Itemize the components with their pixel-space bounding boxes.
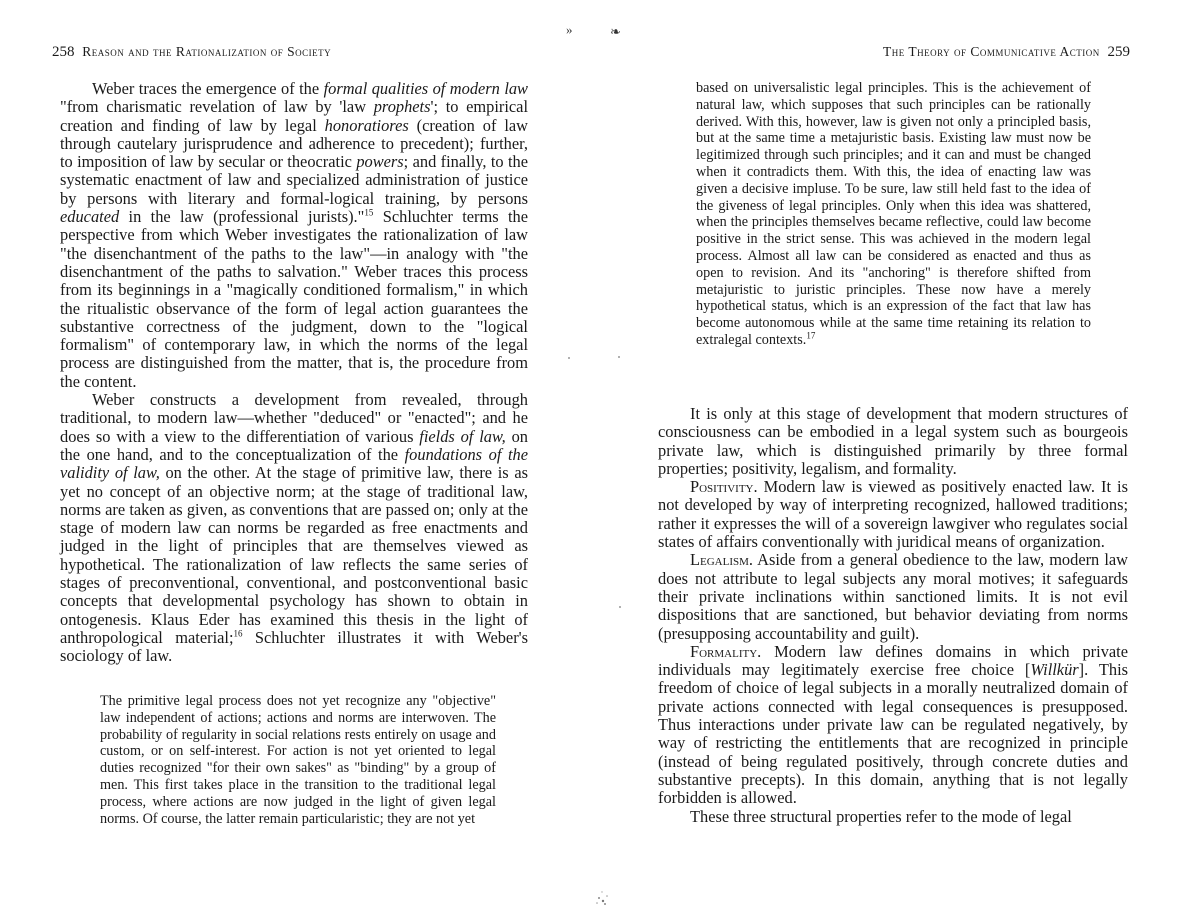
right-block-quote	[696, 80, 1091, 349]
gutter-mark-ornament: ❧	[610, 24, 621, 39]
right-page-body	[658, 405, 1128, 826]
right-paragraph-formality: Formality. Modern law defines domains in which private individuals may legitimately exercise free choice [Willkür]. This freedom of choice of legal subjects in a morally neutralized domain of private actions connected with legal consequences is presupposed. Thus interactions under private law can be regulated negatively, by way of restricting the entitlements that are recognized in principle (instead of being regulated positively, through concrete duties and substantive precepts). In this domain, anything that is not legally forbidden is allowed.	[658, 641, 1128, 808]
left-block-quote-text: The primitive legal process does not yet recognize any "objective" law independent of actions; actions and norms are interwoven. The probability of regularity in social relations rests entirely on usage and custom, or on self-interest. For action is not yet oriented to legal duties recognized "for their own sakes" as "binding" by a group of men. This first takes place in the transition to the traditional legal process, where actions are now judged in the light of given legal norms. Of course, the latter remain particularistic; they are not yet	[100, 693, 496, 827]
left-paragraph-2: Weber constructs a development from revealed, through traditional, to modern law—whether "deduced" or "enacted"; and he does so with a view to the differentiation of various fields of law, on the one hand, and to the conceptualization of the foundations of the validity of law, on the other. At the stage of primitive law, there is as yet no concept of an objective norm; at the stage of traditional law, norms are taken as given, as conventions that are passed on; only at the stage of modern law can norms be regarded as free enactments and judged in the light of principles that are themselves viewed as hypothetical. The rationalization of law reflects the same series of stages of preconventional, conventional, and postconventional basic concepts that developmental psychology has shown to obtain in ontogenesis. Klaus Eder has examined this thesis in the light of anthropological material;$^{16}$ Schluchter illustrates it with Weber's sociology of law.	[60, 390, 528, 666]
right-page-number: 259	[1107, 44, 1130, 60]
right-running-head-title: The Theory of Communicative Action	[882, 44, 1100, 59]
left-page-number: 258	[52, 44, 75, 60]
formality-heading: Formality.	[690, 641, 762, 661]
left-block-quote	[100, 693, 496, 827]
left-running-head-title: Reason and the Rationalization of Society	[82, 44, 332, 59]
positivity-heading: Positivity.	[690, 477, 758, 497]
legalism-heading: Legalism.	[690, 550, 753, 570]
footnote-ref-17: 17	[806, 330, 816, 341]
footnote-ref-16: 16	[233, 628, 243, 639]
gutter-mark-top: »	[566, 22, 573, 37]
left-page-body	[60, 80, 528, 666]
right-running-head	[883, 44, 1130, 61]
footnote-ref-15: 15	[364, 207, 374, 218]
page-seam-speckle	[593, 880, 613, 906]
gutter-speck	[618, 356, 620, 358]
gutter-speck	[619, 606, 621, 608]
left-running-head	[52, 44, 331, 61]
right-paragraph-legalism: Legalism. Aside from a general obedience to the law, modern law does not attribute to legal subjects any moral motives; it safeguards their private inclinations within sanctioned limits. It is not evil dispositions that are sanctioned, but behavior deviating from norms (presupposing accountability and guilt).	[658, 550, 1128, 643]
right-paragraph-last: These three structural properties refer to the mode of legal	[690, 806, 1072, 826]
right-paragraph-positivity: Positivity. Modern law is viewed as positively enacted law. It is not developed by way of interpreting recognized, hallowed traditions; rather it expresses the will of a sovereign lawgiver who regulates social states of affairs conventionally with juridical means of organization.	[658, 477, 1128, 552]
right-paragraph-1: It is only at this stage of development that modern structures of consciousness can be embodied in a legal system such as bourgeois private law, which is distinguished primarily by three formal properties; positivity, legalism, and formality.	[658, 404, 1128, 478]
right-block-quote-text: based on universalistic legal principles. This is the achievement of natural law, which supposes that such principles can be rationally derived. With this, however, law is given not only a principled basis, but at the same time a metajuristic basis. Existing law must now be legitimized through such principles; and it can and must be changed when it contradicts them. With this, the idea of enacting law was given a decisive impluse. To be sure, law still held fast to the idea of the giveness of legal principles. Only when this idea was shattered, when the principles themselves became reflective, could law become positive in the strict sense. This was achieved in the modern legal process. Almost all law can be considered as enacted and thus as open to revision. And its "anchoring" is therefore shifted from metajuristic to juristic principles. These now have a merely hypothetical status, which is an expression of the fact that law has become autonomous while at the same time retaining its relation to extralegal contexts.$^{17}$	[696, 80, 1091, 348]
gutter-speck	[568, 357, 570, 359]
left-paragraph-1: Weber traces the emergence of the formal qualities of modern law "from charismatic revelation of law by 'law prophets'; to empirical creation and finding of law by legal honoratiores (creation of law through cautelary jurisprudence and adherence to precedent); further, to imposition of law by secular or theocratic powers; and finally, to the systematic enactment of law and specialized administration of justice by persons with literary and formal-logical training, by persons educated in the law (professional jurists)."$^{15}$ Schluchter terms the perspective from which Weber investigates the rationalization of law "the disenchantment of the paths to the law"—in analogy with "the disenchantment of the paths to salvation." Weber traces this process from its beginnings in a "magically conditioned formalism," in which the ritualistic observance of the form of legal action guarantees the substantive correctness of the judgment, down to the "logical formalism" of contemporary law, in which the norms of the legal process are distinguished from the matter, that is, the procedure from the content.	[60, 79, 529, 391]
